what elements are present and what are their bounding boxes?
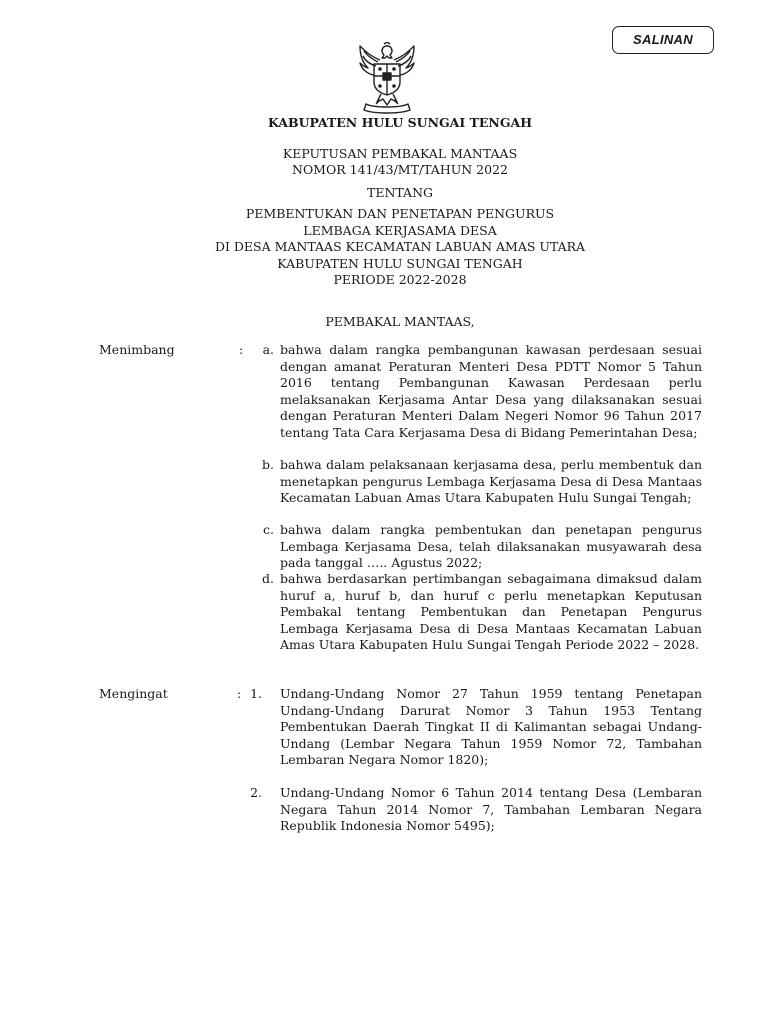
mengingat-label: Mengingat bbox=[99, 686, 168, 701]
topic-line: PEMBENTUKAN DAN PENETAPAN PENGURUS bbox=[245, 206, 555, 221]
consideration-a: bahwa dalam rangka pembangunan kawasan perdesaan sesuai dengan amanat Peraturan Menteri Desa PDTT Nomor 5 Tahun 2016 tentang Pembangunan Kawasan Perdesaan perlu melaksanakan Kerjasama Antar Desa yang dilaksanakan sesuai dengan Peraturan Menteri Dalam Negeri Nomor 96 Tahun 2017 tentang Tata Cara Kerjasama Desa di Bidang Pemerintahan Desa; bbox=[280, 342, 702, 440]
legal-basis-1: Undang-Undang Nomor 27 Tahun 1959 tentang Penetapan Undang-Undang Darurat Nomor 3 Tahun 1953 Tentang Pembentukan Daerah Tingkat II di Kalimantan sebagai Undang-Undang (Lembar Negara Tahun 1959 Nomor 72, Tambahan Lembaran Negara Nomor 1820); bbox=[280, 686, 702, 767]
decision-title bbox=[0, 146, 768, 178]
consideration-d: bahwa berdasarkan pertimbangan sebagaimana dimaksud dalam huruf a, huruf b, dan huruf c perlu menetapkan Keputusan Pembakal tentang Pembentukan dan Penetapan Pengurus Lembaga Kerjasama Desa di Desa Mantaas Kecamatan Labuan Amas Utara Kabupaten Hulu Sungai Tengah Periode 2022 – 2028. bbox=[280, 571, 702, 652]
menimbang-label: Menimbang bbox=[99, 342, 175, 357]
decision-title-line: KEPUTUSAN PEMBAKAL MANTAAS bbox=[282, 146, 518, 161]
mengingat-colon: : bbox=[237, 686, 242, 701]
topic-line: LEMBAGA KERJASAMA DESA bbox=[303, 222, 497, 238]
garuda-pancasila-emblem-icon bbox=[356, 42, 418, 116]
regency-heading: KABUPATEN HULU SUNGAI TENGAH bbox=[267, 115, 533, 130]
issuer-heading: PEMBAKAL MANTAAS, bbox=[325, 314, 475, 329]
item-marker: a. bbox=[262, 342, 274, 357]
item-marker: 1. bbox=[250, 686, 262, 701]
decision-topic bbox=[0, 206, 768, 289]
decision-number: NOMOR 141/43/MT/TAHUN 2022 bbox=[292, 162, 508, 177]
item-marker: b. bbox=[262, 457, 274, 472]
item-marker: 2. bbox=[250, 785, 262, 800]
topic-line: DI DESA MANTAAS KECAMATAN LABUAN AMAS UTARA bbox=[214, 239, 586, 254]
item-marker: d. bbox=[262, 571, 274, 586]
legal-basis-2: Undang-Undang Nomor 6 Tahun 2014 tentang Desa (Lembaran Negara Tahun 2014 Nomor 7, Tambahan Lembaran Negara Republik Indonesia Nomor 5495); bbox=[280, 785, 702, 833]
consideration-b: bahwa dalam pelaksanaan kerjasama desa, perlu membentuk dan menetapkan pengurus Lembaga Kerjasama Desa di Desa Mantaas Kecamatan Labuan Amas Utara Kabupaten Hulu Sungai Tengah; bbox=[280, 457, 702, 505]
topic-line: KABUPATEN HULU SUNGAI TENGAH bbox=[277, 255, 523, 271]
menimbang-colon: : bbox=[239, 342, 244, 357]
salinan-stamp: SALINAN bbox=[612, 26, 714, 54]
topic-line: PERIODE 2022-2028 bbox=[333, 272, 467, 287]
about-heading: TENTANG bbox=[366, 185, 433, 200]
consideration-c: bahwa dalam rangka pembentukan dan penetapan pengurus Lembaga Kerjasama Desa, telah dilaksanakan musyawarah desa pada tanggal ….. Agustus 2022; bbox=[280, 522, 702, 570]
item-marker: c. bbox=[263, 522, 274, 537]
